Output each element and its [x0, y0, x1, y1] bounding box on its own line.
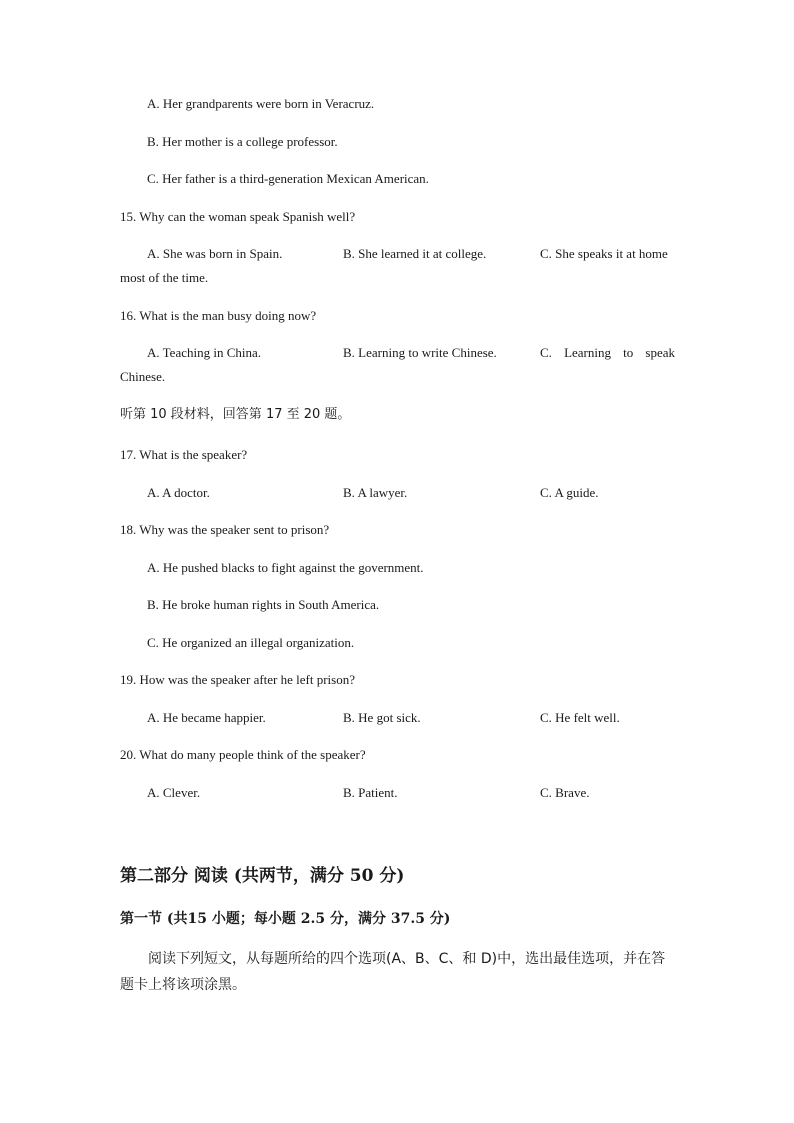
q14-option-a: A. Her grandparents were born in Veracruz. — [147, 96, 375, 111]
q19-option-c: C. He felt well. — [540, 710, 620, 725]
section-one-heading: 第一节 (共15 小题；每小题 2.5 分，满分 37.5 分) — [120, 911, 451, 927]
q19-option-b: B. He got sick. — [343, 710, 421, 725]
q15-option-b: B. She learned it at college. — [343, 246, 487, 261]
q15-option-c-continued: most of the time. — [120, 270, 209, 285]
q20-option-b: B. Patient. — [343, 785, 398, 800]
q14-option-b: B. Her mother is a college professor. — [147, 134, 338, 149]
q15-option-a: A. She was born in Spain. — [147, 246, 283, 261]
q17-option-a: A. A doctor. — [147, 485, 210, 500]
q18-option-b: B. He broke human rights in South America. — [147, 597, 380, 612]
q18-option-a: A. He pushed blacks to fight against the government. — [147, 560, 424, 575]
q16-option-a: A. Teaching in China. — [147, 345, 262, 360]
q14-option-c: C. Her father is a third-generation Mexican American. — [147, 171, 429, 186]
q17-question: 17. What is the speaker? — [120, 447, 248, 462]
q16-question: 16. What is the man busy doing now? — [120, 308, 317, 323]
q17-option-b: B. A lawyer. — [343, 485, 408, 500]
q15-option-c: C. She speaks it at home — [540, 246, 668, 261]
q18-question: 18. Why was the speaker sent to prison? — [120, 522, 330, 537]
q16-option-c-continued: Chinese. — [120, 369, 166, 384]
q20-question: 20. What do many people think of the speaker? — [120, 747, 366, 762]
passage-10-instruction: 听第 10 段材料，回答第 17 至 20 题。 — [120, 407, 351, 422]
q19-option-a: A. He became happier. — [147, 710, 266, 725]
q18-option-c: C. He organized an illegal organization. — [147, 635, 355, 650]
q17-option-c: C. A guide. — [540, 485, 599, 500]
q19-question: 19. How was the speaker after he left prison? — [120, 672, 355, 687]
q20-option-c: C. Brave. — [540, 785, 590, 800]
part-two-heading: 第二部分 阅读 (共两节，满分 50 分) — [120, 866, 405, 886]
q20-option-a: A. Clever. — [147, 785, 201, 800]
q16-option-c: C. Learning to speak — [540, 345, 675, 360]
reading-instruction: 阅读下列短文，从每题所给的四个选项(A、B、C、和 D)中，选出最佳选项，并在答题卡上将该项涂黑。 — [120, 951, 666, 993]
q15-question: 15. Why can the woman speak Spanish well? — [120, 209, 356, 224]
q16-option-b: B. Learning to write Chinese. — [343, 345, 497, 360]
